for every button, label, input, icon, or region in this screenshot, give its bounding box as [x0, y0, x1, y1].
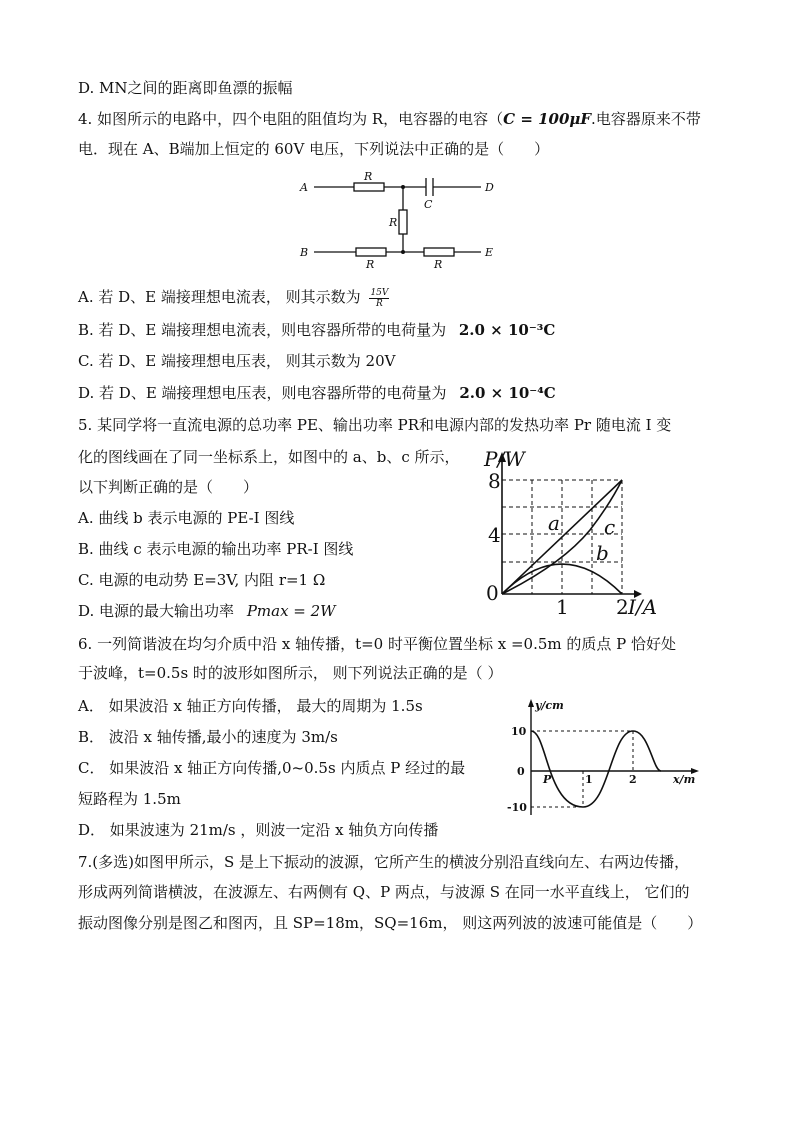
resistor-vertical — [399, 210, 407, 234]
q4-stem-text-a: 4. 如图所示的电路中，四个电阻的阻值均为 R，电容器的电容（ — [78, 110, 504, 128]
q5-option-d-text: D. 电源的最大输出功率 — [78, 602, 235, 620]
q5-option-d — [78, 601, 336, 621]
q4-option-d-formula: 2.0 × 10⁻⁴C — [459, 384, 556, 402]
q6-xlabel: x/m — [673, 773, 696, 786]
q4-option-a-text: A. 若 D、E 端接理想电流表， 则其示数为 — [78, 288, 361, 306]
q6-ytick-10: 10 — [511, 725, 527, 738]
label-r-vertical: R — [389, 216, 398, 229]
resistor-top — [354, 183, 384, 191]
q5-stem-line2: 化的图线画在了同一坐标系上，如图中的 a、b、c 所示， — [78, 448, 460, 466]
q5-power-graph — [478, 446, 678, 624]
label-r-top: R — [364, 172, 373, 183]
q4-option-a-fraction: $\frac{15V}{R}$ — [370, 287, 389, 309]
q4-option-c: C. 若 D、E 端接理想电压表， 则其示数为 20V — [78, 352, 396, 370]
label-c: C — [424, 198, 433, 211]
label-a: A — [300, 181, 308, 194]
q5-xlabel: I/A — [628, 595, 658, 619]
q5-curve-label-a: a — [548, 511, 560, 535]
q4-option-a — [78, 287, 389, 309]
q4-stem-line1 — [78, 109, 701, 129]
q6-xtick-2: 2 — [629, 773, 637, 786]
q6-xtick-1: 1 — [585, 773, 593, 786]
q5-option-d-formula: Pmax = 2W — [246, 602, 336, 620]
label-r-bottom-left: R — [366, 258, 375, 271]
q6-ylabel: y/cm — [535, 699, 564, 712]
q6-option-d: D． 如果波速为 21m/s ，则波一定沿 x 轴负方向传播 — [78, 821, 439, 839]
q5-xtick-1: 1 — [556, 595, 569, 619]
q6-option-a: A． 如果波沿 x 轴正方向传播， 最大的周期为 1.5s — [78, 697, 423, 715]
q6-stem-line2: 于波峰，t=0.5s 时的波形如图所示， 则下列说法正确的是（ ） — [78, 664, 503, 682]
q6-stem-line1: 6. 一列简谐波在均匀介质中沿 x 轴传播，t=0 时平衡位置坐标 x =0.5m 的质点 P 恰好处 — [78, 635, 677, 653]
q7-line3: 振动图像分别是图乙和图丙，且 SP=18m，SQ=16m， 则这两列波的波速可能值是（ ） — [78, 914, 703, 932]
q5-origin: 0 — [486, 581, 499, 605]
q4-option-b-formula: 2.0 × 10⁻³C — [458, 321, 556, 339]
q4-stem-line2: 电．现在 A、B端加上恒定的 60V 电压，下列说法中正确的是（ ） — [78, 140, 550, 158]
q3-option-d: D. MN之间的距离即鱼漂的振幅 — [78, 79, 293, 97]
q5-curve-label-b: b — [596, 541, 609, 565]
q5-option-b: B. 曲线 c 表示电源的输出功率 PR-I 图线 — [78, 540, 354, 558]
q7-line2: 形成两列简谐横波，在波源左、右两侧有 Q、P 两点，与波源 S 在同一水平直线上， 它们的 — [78, 883, 690, 901]
q4-capacitance-formula: C = 100μF — [503, 110, 592, 128]
label-r-bottom-right: R — [434, 258, 443, 271]
q6-wave-graph — [505, 697, 705, 819]
q5-option-a: A. 曲线 b 表示电源的 PE-I 图线 — [78, 509, 295, 527]
q7-line1: 7.(多选)如图甲所示，S 是上下振动的波源，它所产生的横波分别沿直线向左、右两边传播， — [78, 853, 690, 871]
q5-xtick-2: 2 — [616, 595, 629, 619]
label-b: B — [300, 246, 309, 259]
q5-option-c: C. 电源的电动势 E=3V, 内阻 r=1 Ω — [78, 571, 326, 589]
q6-ytick-minus10: -10 — [507, 801, 527, 814]
q6-option-c-line2: 短路程为 1.5m — [78, 790, 181, 808]
q4-circuit-diagram — [296, 172, 506, 272]
label-e: E — [485, 246, 494, 259]
q5-ylabel: P/W — [484, 447, 525, 471]
q6-option-c-line1: C． 如果波沿 x 轴正方向传播,0~0.5s 内质点 P 经过的最 — [78, 759, 466, 777]
resistor-bottom-right — [424, 248, 454, 256]
q6-ytick-0: 0 — [517, 765, 525, 778]
q6-point-p: P — [543, 773, 552, 786]
q6-option-b: B． 波沿 x 轴传播,最小的速度为 3m/s — [78, 728, 338, 746]
q5-ytick-8: 8 — [488, 469, 501, 493]
wave-curve — [531, 731, 661, 807]
q5-curve-label-c: c — [604, 515, 616, 539]
resistor-bottom-left — [356, 248, 386, 256]
q4-option-d-text: D. 若 D、E 端接理想电压表，则电容器所带的电荷量为 — [78, 384, 447, 402]
q4-option-d — [78, 383, 556, 403]
q4-option-b-text: B. 若 D、E 端接理想电流表，则电容器所带的电荷量为 — [78, 321, 447, 339]
q4-option-b — [78, 320, 555, 340]
q5-ytick-4: 4 — [488, 523, 501, 547]
q5-stem-line1: 5. 某同学将一直流电源的总功率 PE、输出功率 PR和电源内部的发热功率 Pr 随电流 I 变 — [78, 416, 672, 434]
q4-stem-text-b: .电容器原来不带 — [591, 110, 701, 128]
q5-stem-line3: 以下判断正确的是（ ） — [78, 478, 259, 496]
label-d: D — [485, 181, 494, 194]
